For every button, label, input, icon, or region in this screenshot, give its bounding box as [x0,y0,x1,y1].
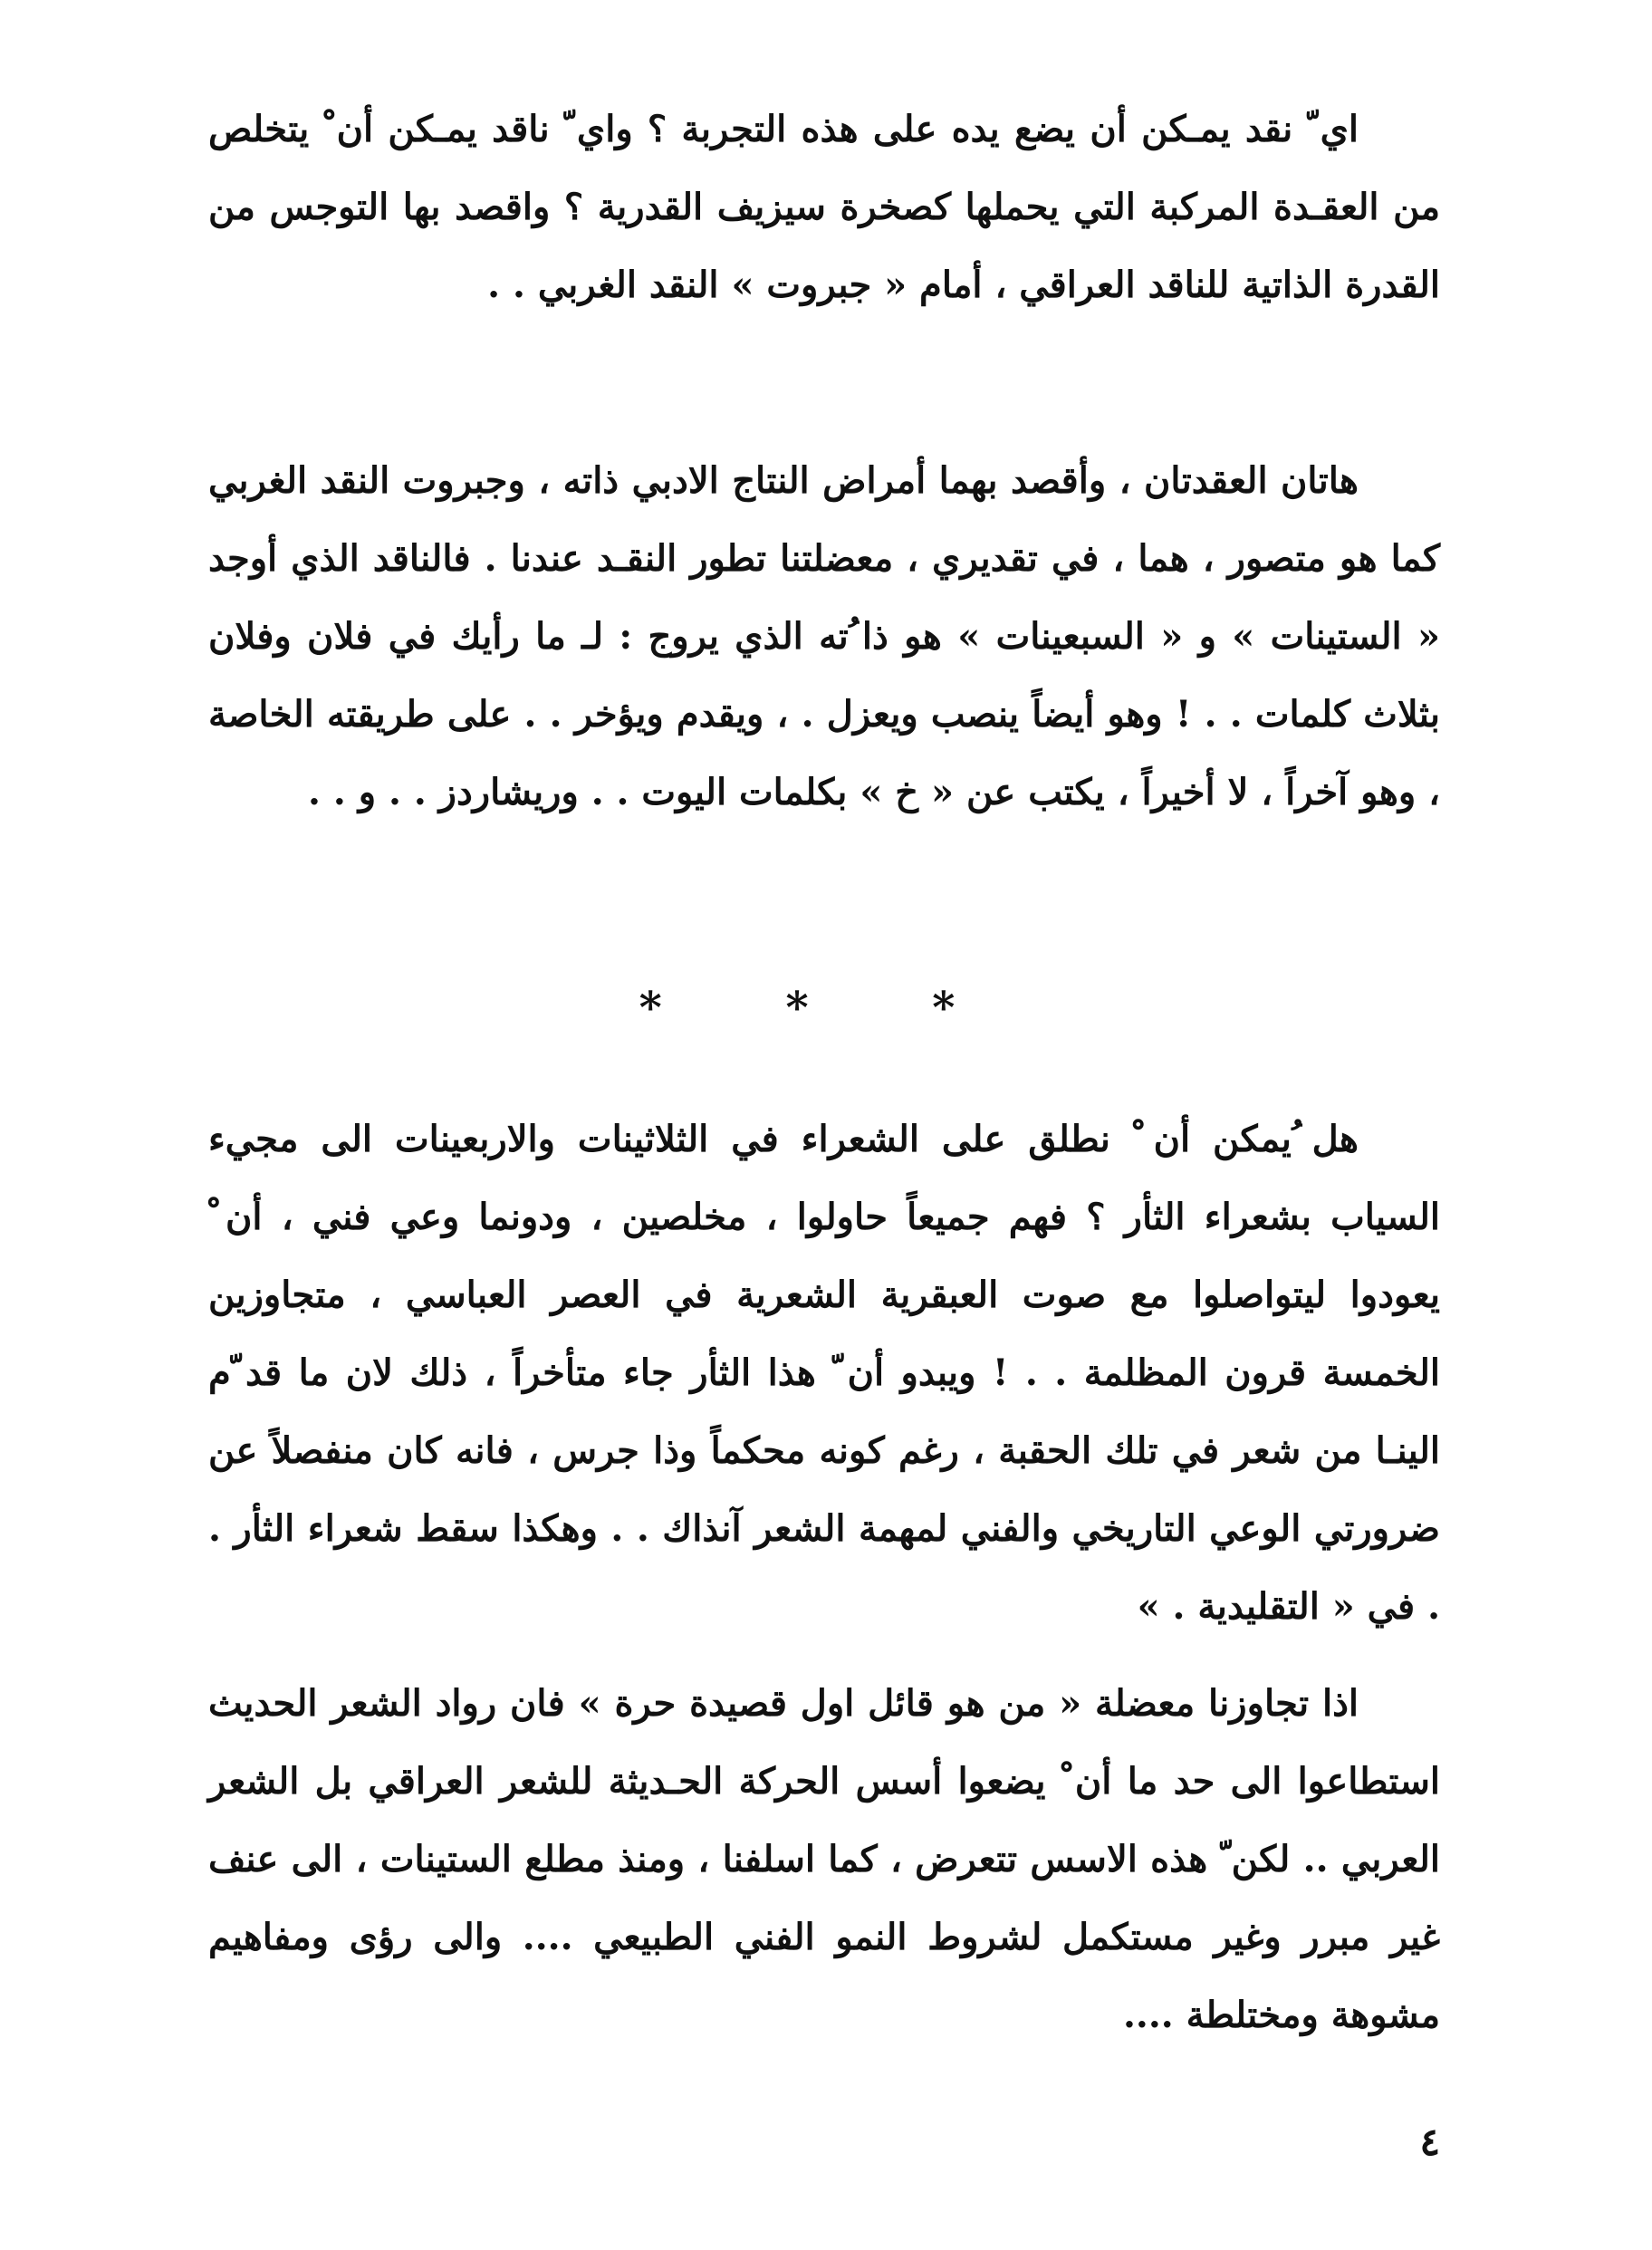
book-page [208,91,1440,2201]
paragraph-free-verse-pioneers: اذا تجاوزنا معضلة « من هو قائل اول قصيدة حرة » فان رواد الشعر الحديث استطاعوا الى حد ما أن ْ يضعوا أسس الحركة الحـديثة للشعر العراقي بل الشعر العربي .. لكن ّ هذه الاسس تتعرض ، كما اسلفنا ، ومنذ مطلع الستينات ، الى عنف غير مبرر وغير مستكمل لشروط النمو الفني الطبيعي .... والى رؤى ومفاهيم مشوهة ومختلطة .... [208,1682,1440,2036]
paragraph-criticism-question: اي ّ نقد يمـكن أن يضع يده على هذه التجربة ؟ واي ّ ناقد يمـكن أن ْ يتخلص من العقـدة المركبة التي يحملها كصخرة سيزيف القدرية ؟ واقصد بها التوجس من القدرة الذاتية للناقد العراقي ، أمام « جبروت » النقد الغربي . . [208,108,1440,306]
paragraph-two-complexes: هاتان العقدتان ، وأقصد بهما أمراض النتاج الادبي ذاته ، وجبروت النقد الغربي كما هو متصور ، هما ، في تقديري ، معضلتنا تطور النقـد عندنا . فالناقد الذي أوجد « الستينات » و « السبعينات » هو ذا ُته الذي يروج : لـ ما رأيك في فلان وفلان بثلاث كلمات . . ! وهو أيضاً ينصب ويعزل . ، ويقدم ويؤخر . . على طريقته الخاصة ، وهو آخراً ، لا أخيراً ، يكتب عن « خ » بكلمات اليوت . . وريشاردز . . و . . [208,459,1440,813]
paragraph-revenge-poets: هل ُيمكن أن ْ نطلق على الشعراء في الثلاثينات والاربعينات الى مجيء السياب بشعراء الثأر ؟ فهم جميعاً حاولوا ، مخلصين ، ودونما وعي فني ، أن ْ يعودوا ليتواصلوا مع صوت العبقرية الشعرية في العصر العباسي ، متجاوزين الخمسة قرون المظلمة . . ! ويبدو أن ّ هذا الثأر جاء متأخراً ، ذلك لان ما قد ّم الينـا من شعر في تلك الحقبة ، رغم كونه محكماً وذا جرس ، فانه كان منفصلاً عن ضرورتي الوعي التاريخي والفني لمهمة الشعر آنذاك . . وهكذا سقط شعراء الثأر . . في « التقليدية . » [208,1118,1440,1628]
section-divider: * * * [639,983,1010,1034]
page-number: ٤ [1419,2120,1440,2164]
